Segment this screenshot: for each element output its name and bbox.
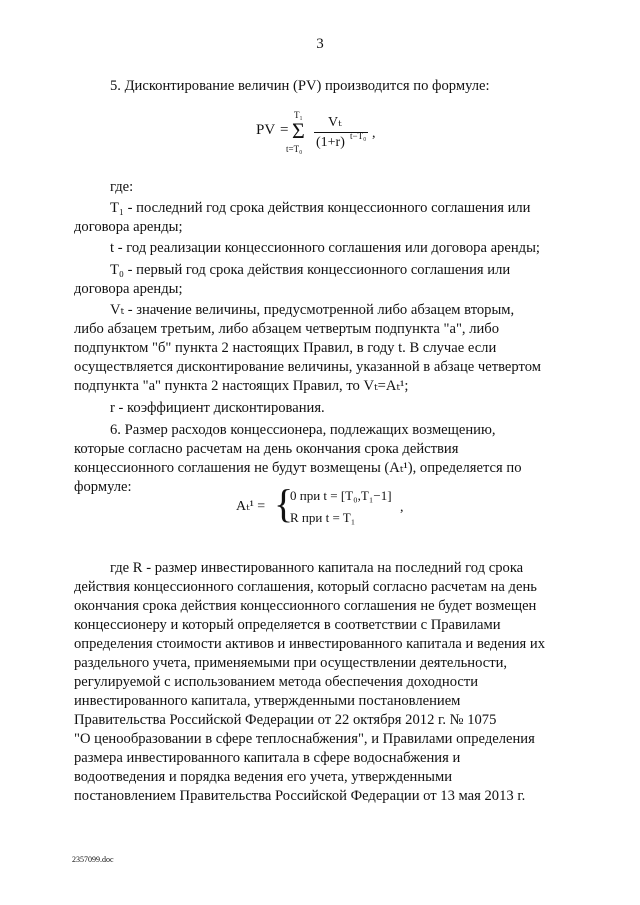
formula-at-comma: ,: [400, 500, 404, 515]
sum-upper: T₁: [294, 110, 303, 120]
formula-at-lhs: Aₜ¹ =: [236, 499, 266, 514]
def-t0-line1: T₀ - первый год срока действия концессионного соглашения или: [110, 262, 511, 278]
fraction-numerator: Vₜ: [328, 115, 342, 130]
paragraph-6-line4: формуле:: [74, 479, 132, 495]
footer-filename: 2357099.doc: [72, 855, 114, 864]
fraction-exponent: t−T₀: [350, 131, 367, 141]
page-number: 3: [316, 36, 324, 52]
r-def-line4: концессионеру и который определяется в соответствии с Правилами: [74, 617, 501, 633]
paragraph-6-line2: которые согласно расчетам на день окончания срока действия: [74, 441, 459, 457]
r-def-line11: размера инвестированного капитала в сфере водоснабжения и: [74, 750, 461, 766]
r-def-line13: постановлением Правительства Российской Федерации от 13 мая 2013 г.: [74, 788, 526, 804]
r-def-line12: водоотведения и порядка ведения его учета, утвержденными: [74, 769, 453, 785]
formula-at-case1: 0 при t = [T₀,T₁−1]: [290, 488, 392, 503]
sum-symbol: Σ: [292, 118, 305, 143]
def-vt-line2: либо абзацем третьим, либо абзацем четвертым подпункта "а", либо: [74, 321, 500, 337]
def-t1-line1: [110, 199, 553, 218]
def-vt-line1: Vₜ - значение величины, предусмотренной либо абзацем вторым,: [110, 302, 515, 318]
sum-lower: t=T₀: [286, 144, 303, 154]
r-def-line1: где R - размер инвестированного капитала на последний год срока: [110, 560, 524, 576]
def-vt-line5: подпункта "а" пункта 2 настоящих Правил, то Vₜ=Aₜ¹;: [74, 378, 409, 394]
paragraph-5: 5. Дисконтирование величин (PV) производится по формуле:: [110, 78, 490, 94]
def-t1-text: T₁ - последний год срока действия концессионного соглашения или: [110, 200, 531, 216]
formula-pv: PV = Σ T₁ t=T₀ Vₜ (1+r) t−T₀ ,: [256, 110, 376, 154]
def-t: t - год реализации концессионного соглашения или договора аренды;: [110, 240, 540, 256]
r-def-line10: "О ценообразовании в сфере теплоснабжения", и Правилами определения: [74, 731, 535, 747]
brace: {: [274, 481, 294, 526]
r-def-line6: раздельного учета, применяемыми при осуществлении деятельности,: [74, 655, 508, 671]
where-label: где:: [110, 179, 134, 195]
r-def-line3: окончания срока действия концессионного соглашения не будет возмещен: [74, 598, 537, 614]
def-r: r - коэффициент дисконтирования.: [110, 400, 325, 416]
def-vt-line4: осуществляется дисконтирование величины, указанной в абзаце четвертом: [74, 359, 541, 375]
def-vt-line3: подпунктом "б" пункта 2 настоящих Правил, в году t. В случае если: [74, 340, 497, 356]
r-def-line2: действия концессионного соглашения, который согласно расчетам на день: [74, 579, 537, 595]
paragraph-6-line1: 6. Размер расходов концессионера, подлежащих возмещению,: [110, 422, 496, 438]
paragraph-6-line3: концессионного соглашения не будут возмещены (Aₜ¹), определяется по: [74, 460, 522, 476]
r-def-line8: инвестированного капитала, утвержденными постановлением: [74, 693, 461, 709]
r-def-line9: Правительства Российской Федерации от 22 октября 2012 г. № 1075: [74, 712, 497, 728]
fraction-denominator: (1+r): [316, 135, 345, 150]
def-t0-line2: договора аренды;: [74, 281, 183, 297]
def-t1-line2: договора аренды;: [74, 219, 183, 235]
formula-pv-lhs: PV: [256, 122, 276, 138]
r-def-line7: регулируемой с использованием метода обеспечения доходности: [74, 674, 479, 690]
formula-pv-comma: ,: [372, 126, 376, 141]
formula-at-case2: R при t = T₁: [290, 510, 356, 525]
r-def-line5: определения стоимости активов и инвестированного капитала и ведения их: [74, 636, 546, 652]
formula-at: [236, 481, 406, 530]
